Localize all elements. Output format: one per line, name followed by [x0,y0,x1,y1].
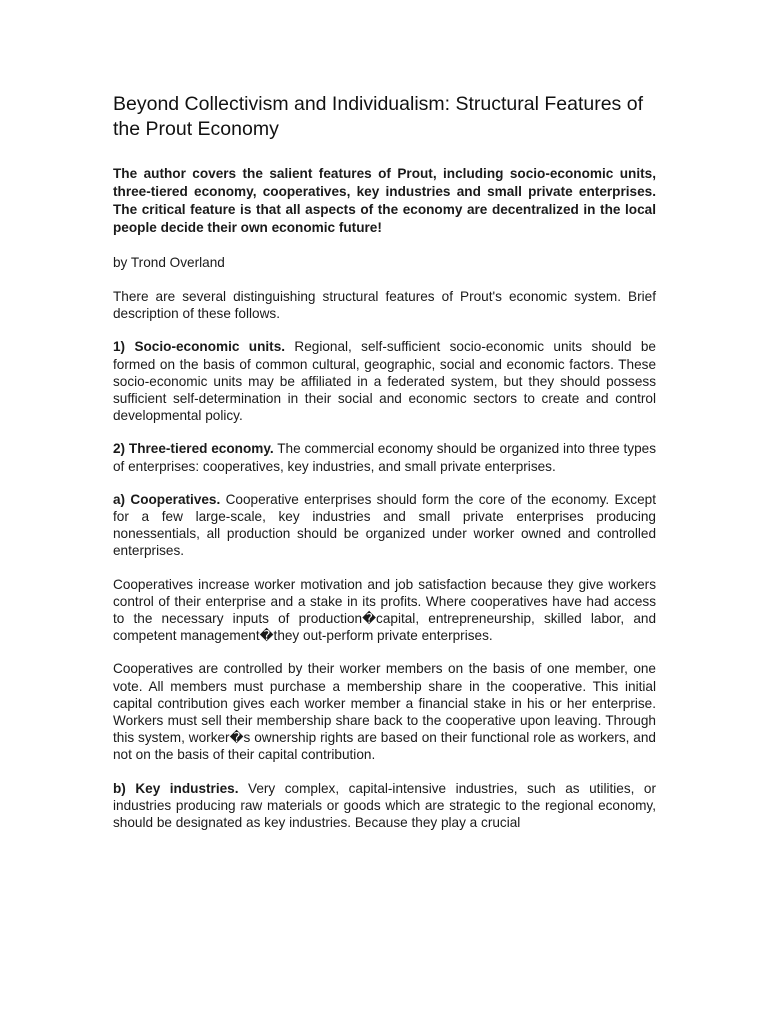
section-heading: b) Key industries. [113,780,239,796]
section-cooperatives [113,491,656,560]
section-text: The commercial economy should be organized into three types of enterprises: cooperatives, key industries, and small private enterprises. [113,441,656,474]
paragraph-coop-control: Cooperatives are controlled by their worker members on the basis of one member, one vote. All members must purchase a membership share in the cooperative. This initial capital contribution gives each worker member a financial stake in his or her enterprise. Workers must sell their membership share back to the cooperative upon leaving. Through this system, worker�s ownership rights are based on their functional role as workers, and not on the basis of their capital contribution. [113,661,656,763]
section-text: Very complex, capital-intensive industries, such as utilities, or industries producing raw materials or goods which are strategic to the regional economy, should be designated as key industries. Because they play a crucial [113,780,657,831]
intro-paragraph: There are several distinguishing structural features of Prout's economic system. Brief description of these follows. [113,289,656,322]
section-text: Cooperative enterprises should form the core of the economy. Except for a few large-scale, key industries and small private enterprises producing nonessentials, all production should be organized under worker owned and controlled enterprises. [113,491,656,559]
paragraph-coop-benefits: Cooperatives increase worker motivation and job satisfaction because they give workers control of their enterprise and a stake in its profits. Where cooperatives have had access to the necessary inputs of production�capital, entrepreneurship, skilled labor, and competent management�they out-perform private enterprises. [113,576,656,644]
document-page [113,92,656,847]
section-text: Regional, self-sufficient socio-economic units should be formed on the basis of common cultural, geographic, social and economic factors. These socio-economic units may be affiliated in a federated system, but they should possess sufficient self-determination in their social and economic sectors to create and control developmental policy. [113,339,656,424]
section-three-tiered-economy [113,440,656,474]
section-socio-economic-units [113,338,656,424]
section-heading: 1) Socio-economic units. [113,339,286,355]
section-heading: a) Cooperatives. [113,491,221,507]
byline: by Trond Overland [113,255,225,270]
section-heading: 2) Three-tiered economy. [113,441,274,457]
abstract: The author covers the salient features of Prout, including socio-economic units, three-tiered economy, cooperatives, key industries and small private enterprises. The critical feature is that all aspects of the economy are decentralized in the local people decide their own economic future! [113,166,656,235]
section-key-industries [113,780,656,832]
page-title: Beyond Collectivism and Individualism: Structural Features of the Prout Economy [113,93,643,140]
